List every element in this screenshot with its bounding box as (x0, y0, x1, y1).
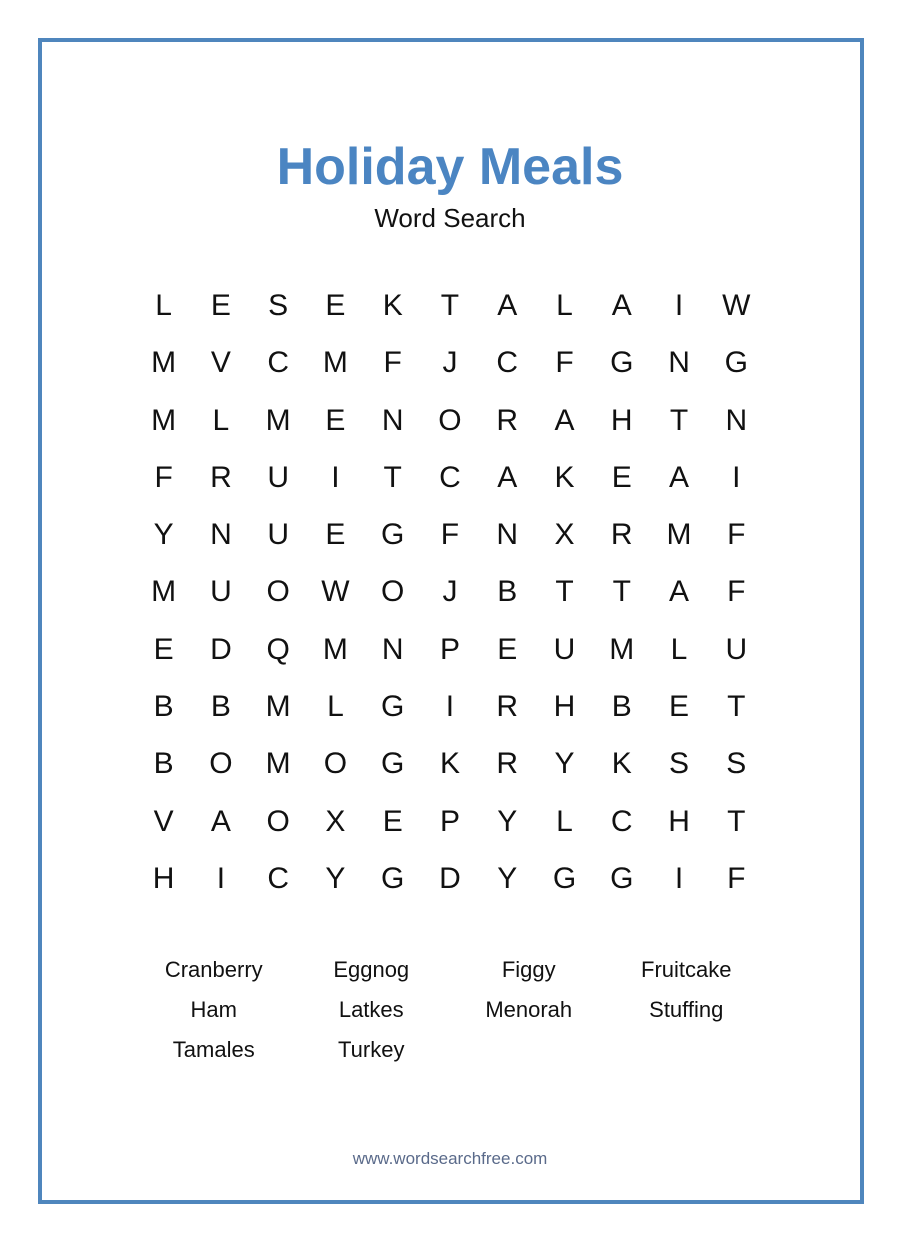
grid-cell[interactable]: E (325, 518, 346, 552)
grid-row (135, 506, 765, 563)
grid-cell[interactable]: A (669, 460, 690, 494)
grid-cell[interactable]: C (267, 861, 289, 895)
grid-cell[interactable]: S (726, 747, 747, 781)
grid-cell[interactable]: Q (266, 632, 290, 666)
grid-cell[interactable]: T (555, 575, 574, 609)
grid-row (135, 850, 765, 907)
grid-cell[interactable]: G (381, 861, 405, 895)
grid-cell[interactable]: O (438, 403, 462, 437)
grid-cell[interactable]: U (210, 575, 232, 609)
grid-cell[interactable]: A (497, 289, 518, 322)
grid-cell[interactable]: R (610, 518, 633, 552)
grid-cell[interactable]: P (439, 632, 460, 666)
grid-cell[interactable]: B (153, 747, 174, 781)
grid-cell[interactable]: M (265, 403, 291, 437)
grid-cell[interactable]: E (325, 289, 346, 322)
grid-cell[interactable]: Y (325, 861, 346, 895)
grid-cell[interactable]: E (325, 403, 346, 437)
grid-cell[interactable]: L (212, 403, 230, 437)
grid-cell[interactable]: N (725, 403, 748, 437)
grid-cell[interactable]: U (267, 518, 289, 552)
grid-cell[interactable]: R (210, 460, 232, 494)
grid-row (135, 392, 765, 449)
grid-cell[interactable]: K (439, 747, 460, 781)
grid-cell[interactable]: M (666, 518, 692, 552)
grid-cell[interactable]: T (612, 575, 631, 609)
grid-cell[interactable]: G (381, 690, 405, 724)
grid-cell[interactable]: M (265, 747, 291, 781)
grid-row (135, 277, 765, 334)
grid-cell[interactable]: N (381, 403, 404, 437)
word-list-item: Turkey (338, 1037, 405, 1062)
grid-cell[interactable]: C (610, 804, 633, 838)
grid-cell[interactable]: J (442, 575, 458, 609)
grid-cell[interactable]: F (555, 346, 574, 380)
grid-cell[interactable]: F (154, 460, 173, 494)
grid-cell[interactable]: R (496, 690, 519, 724)
grid-cell[interactable]: A (554, 403, 575, 437)
grid-cell[interactable]: T (727, 690, 746, 724)
grid-cell[interactable]: M (322, 346, 348, 380)
grid-row (135, 735, 765, 792)
grid-cell[interactable]: Y (554, 747, 575, 781)
grid-cell[interactable]: H (668, 804, 690, 838)
grid-cell[interactable]: L (556, 289, 573, 322)
grid-cell[interactable]: G (381, 518, 405, 552)
grid-cell[interactable]: I (732, 460, 741, 494)
grid-cell[interactable]: B (153, 690, 174, 724)
word-list-item: Fruitcake (641, 957, 732, 982)
grid-row (135, 563, 765, 620)
grid-row (135, 793, 765, 850)
grid-cell[interactable]: U (725, 632, 748, 666)
grid-cell[interactable]: R (496, 747, 519, 781)
word-list-item: Menorah (485, 997, 573, 1022)
grid-cell[interactable]: N (381, 632, 404, 666)
word-list-item: Cranberry (164, 957, 263, 982)
grid-cell[interactable]: O (266, 575, 290, 609)
grid-cell[interactable]: D (210, 632, 232, 666)
grid-cell[interactable]: E (382, 804, 403, 838)
grid-cell[interactable]: T (669, 403, 689, 437)
grid-cell[interactable]: N (668, 346, 690, 380)
word-list-item: Tamales (172, 1037, 255, 1062)
grid-cell[interactable]: I (674, 289, 684, 322)
grid-cell[interactable]: Y (497, 861, 518, 895)
grid-cell[interactable]: O (209, 747, 233, 781)
grid-cell[interactable]: G (610, 346, 634, 380)
grid-cell[interactable]: C (496, 346, 519, 380)
grid-cell[interactable]: I (331, 460, 340, 494)
grid-cell[interactable]: S (669, 747, 690, 781)
word-list-item: Figgy (501, 957, 556, 982)
grid-cell[interactable]: W (321, 575, 350, 609)
grid-cell[interactable]: M (265, 690, 291, 724)
grid-cell[interactable]: L (670, 632, 688, 666)
grid-cell[interactable]: K (382, 289, 403, 322)
grid-cell[interactable]: L (556, 804, 573, 838)
grid-cell[interactable]: T (727, 804, 746, 838)
grid-cell[interactable]: G (610, 861, 634, 895)
grid-cell[interactable]: M (151, 346, 177, 380)
grid-cell[interactable]: F (727, 861, 746, 895)
grid-cell[interactable]: G (381, 747, 405, 781)
grid-row (135, 449, 765, 506)
grid-cell[interactable]: E (153, 632, 174, 666)
grid-cell[interactable]: A (210, 804, 231, 838)
grid-cell[interactable]: L (155, 289, 172, 322)
grid-cell[interactable]: M (151, 403, 177, 437)
grid-cell[interactable]: N (210, 518, 232, 552)
grid-cell[interactable]: X (325, 804, 346, 838)
grid-cell[interactable]: F (727, 575, 746, 609)
grid-cell[interactable]: Y (153, 518, 174, 552)
grid-cell[interactable]: V (210, 346, 231, 380)
grid-cell[interactable]: F (440, 518, 460, 552)
grid-cell[interactable]: I (216, 861, 226, 895)
grid-cell[interactable]: N (496, 518, 519, 552)
grid-cell[interactable]: X (554, 518, 575, 552)
word-list-item: Eggnog (333, 957, 410, 982)
grid-cell[interactable]: E (497, 632, 518, 666)
grid-cell[interactable]: K (554, 460, 575, 494)
grid-cell[interactable]: W (722, 289, 751, 322)
grid-cell[interactable]: I (445, 690, 455, 724)
grid-cell[interactable]: T (383, 460, 402, 494)
grid-cell[interactable]: A (497, 460, 518, 494)
grid-cell[interactable]: A (611, 289, 632, 322)
grid-row (135, 678, 765, 735)
grid-cell[interactable]: A (669, 575, 690, 609)
grid-cell[interactable]: O (381, 575, 405, 609)
grid-cell[interactable]: M (322, 632, 348, 666)
grid-cell[interactable]: O (266, 804, 290, 838)
page-subtitle: Word Search (374, 203, 526, 233)
grid-cell[interactable]: V (153, 804, 174, 838)
grid-cell[interactable]: E (611, 460, 632, 494)
grid-cell[interactable]: H (553, 690, 576, 724)
grid-cell[interactable]: S (268, 289, 289, 322)
grid-cell[interactable]: J (442, 346, 458, 380)
grid-cell[interactable]: E (210, 289, 231, 322)
word-list-item: Latkes (338, 997, 404, 1022)
grid-cell[interactable]: B (210, 690, 231, 724)
grid-row (135, 334, 765, 391)
grid-cell[interactable]: O (323, 747, 348, 781)
grid-cell[interactable]: B (497, 575, 518, 609)
grid-cell[interactable]: K (611, 747, 632, 781)
grid-cell[interactable]: Y (497, 804, 518, 838)
grid-cell[interactable]: L (327, 690, 344, 724)
grid-cell[interactable]: E (669, 690, 690, 724)
grid-cell[interactable]: G (724, 346, 748, 380)
grid-cell[interactable]: M (151, 575, 177, 609)
grid-cell[interactable]: U (267, 460, 289, 494)
grid-cell[interactable]: I (674, 861, 684, 895)
grid-cell[interactable]: D (439, 861, 461, 895)
word-list-item: Stuffing (649, 997, 724, 1022)
footer-url: www.wordsearchfree.com (352, 1149, 548, 1168)
grid-cell[interactable]: R (496, 403, 519, 437)
letter-grid (135, 277, 765, 907)
grid-cell[interactable]: H (610, 403, 633, 437)
grid-cell[interactable]: T (440, 289, 460, 322)
grid-row (135, 621, 765, 678)
grid-cell[interactable]: F (727, 518, 746, 552)
grid-cell[interactable]: H (152, 861, 175, 895)
word-list (135, 950, 765, 1070)
page-title: Holiday Meals (276, 138, 624, 196)
grid-cell[interactable]: P (439, 804, 460, 838)
grid-cell[interactable]: F (383, 346, 402, 380)
grid-cell[interactable]: M (609, 632, 635, 666)
grid-cell[interactable]: C (439, 460, 461, 494)
grid-cell[interactable]: U (553, 632, 576, 666)
grid-cell[interactable]: G (552, 861, 577, 895)
grid-cell[interactable]: C (267, 346, 289, 380)
grid-cell[interactable]: B (611, 690, 632, 724)
word-list-item: Ham (190, 997, 237, 1022)
